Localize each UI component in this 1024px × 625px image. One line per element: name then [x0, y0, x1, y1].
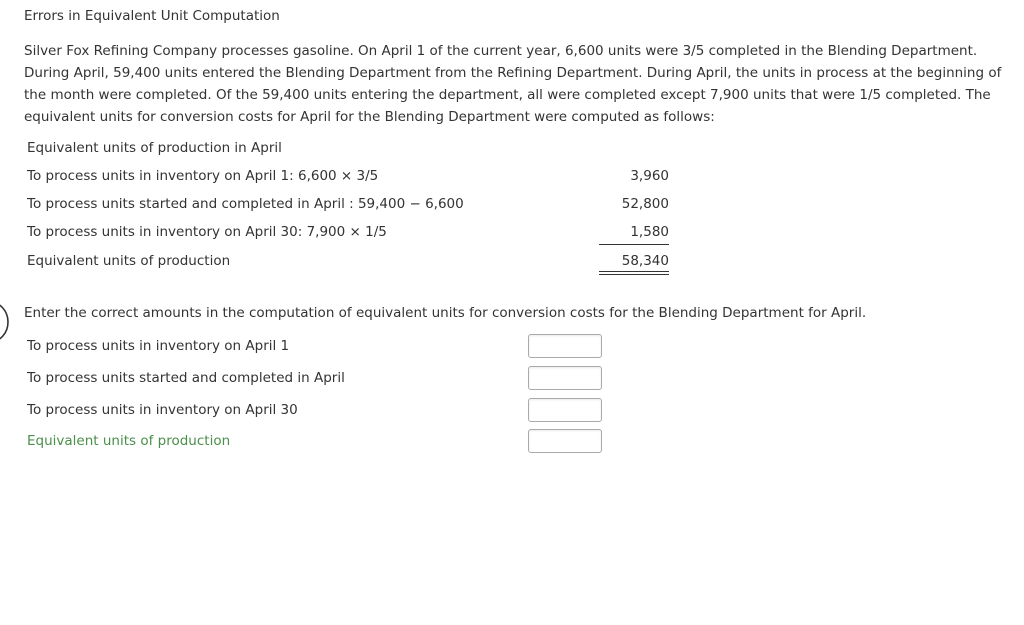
april-1-inventory-input[interactable]	[528, 334, 602, 358]
computation-heading-row	[27, 137, 677, 159]
computation-total-value: 58,340	[621, 253, 669, 269]
equivalent-units-total-input[interactable]	[528, 429, 602, 453]
instruction-text: Enter the correct amounts in the computation of equivalent units for conversion costs for the Blending Department for April.	[24, 305, 867, 321]
answer-total-row	[27, 429, 627, 455]
answer-row	[27, 334, 627, 360]
computation-row	[27, 165, 677, 187]
computation-row-label: To process units in inventory on April 1: 6,600 × 3/5	[27, 168, 379, 184]
page-title: Errors in Equivalent Unit Computation	[24, 8, 280, 24]
step-marker-icon	[0, 300, 10, 344]
computation-row-label: To process units in inventory on April 30: 7,900 × 1/5	[27, 224, 387, 240]
started-completed-input[interactable]	[528, 366, 602, 390]
computation-heading: Equivalent units of production in April	[27, 140, 282, 156]
computation-row-value: 3,960	[630, 168, 669, 184]
answer-row-label: To process units started and completed in April	[27, 370, 345, 386]
answer-row-label: To process units in inventory on April 1	[27, 338, 290, 354]
answer-row	[27, 366, 627, 392]
computation-row-label: To process units started and completed in April : 59,400 − 6,600	[27, 196, 464, 212]
computation-row-value: 1,580	[630, 224, 669, 240]
april-30-inventory-input[interactable]	[528, 398, 602, 422]
answer-total-label: Equivalent units of production	[27, 433, 231, 449]
computation-row	[27, 221, 677, 243]
computation-row-value: 52,800	[621, 196, 669, 212]
computation-row	[27, 193, 677, 215]
problem-description: Silver Fox Refining Company processes gasoline. On April 1 of the current year, 6,600 units were 3/5 completed in the Blending Department. During April, 59,400 units entered the Blending Department from the Refining Department. During April, the units in process at the beginning of the month were completed. Of the 59,400 units entering the department, all were completed except 7,900 units that were 1/5 completed. The equivalent units for conversion costs for April for the Blending Department were computed as follows:	[24, 43, 1002, 125]
answer-row	[27, 398, 627, 424]
answer-row-label: To process units in inventory on April 30	[27, 402, 298, 418]
computation-total-row	[27, 250, 677, 272]
computation-total-label: Equivalent units of production	[27, 253, 231, 269]
total-double-rule	[599, 271, 669, 275]
subtotal-rule	[599, 244, 669, 245]
